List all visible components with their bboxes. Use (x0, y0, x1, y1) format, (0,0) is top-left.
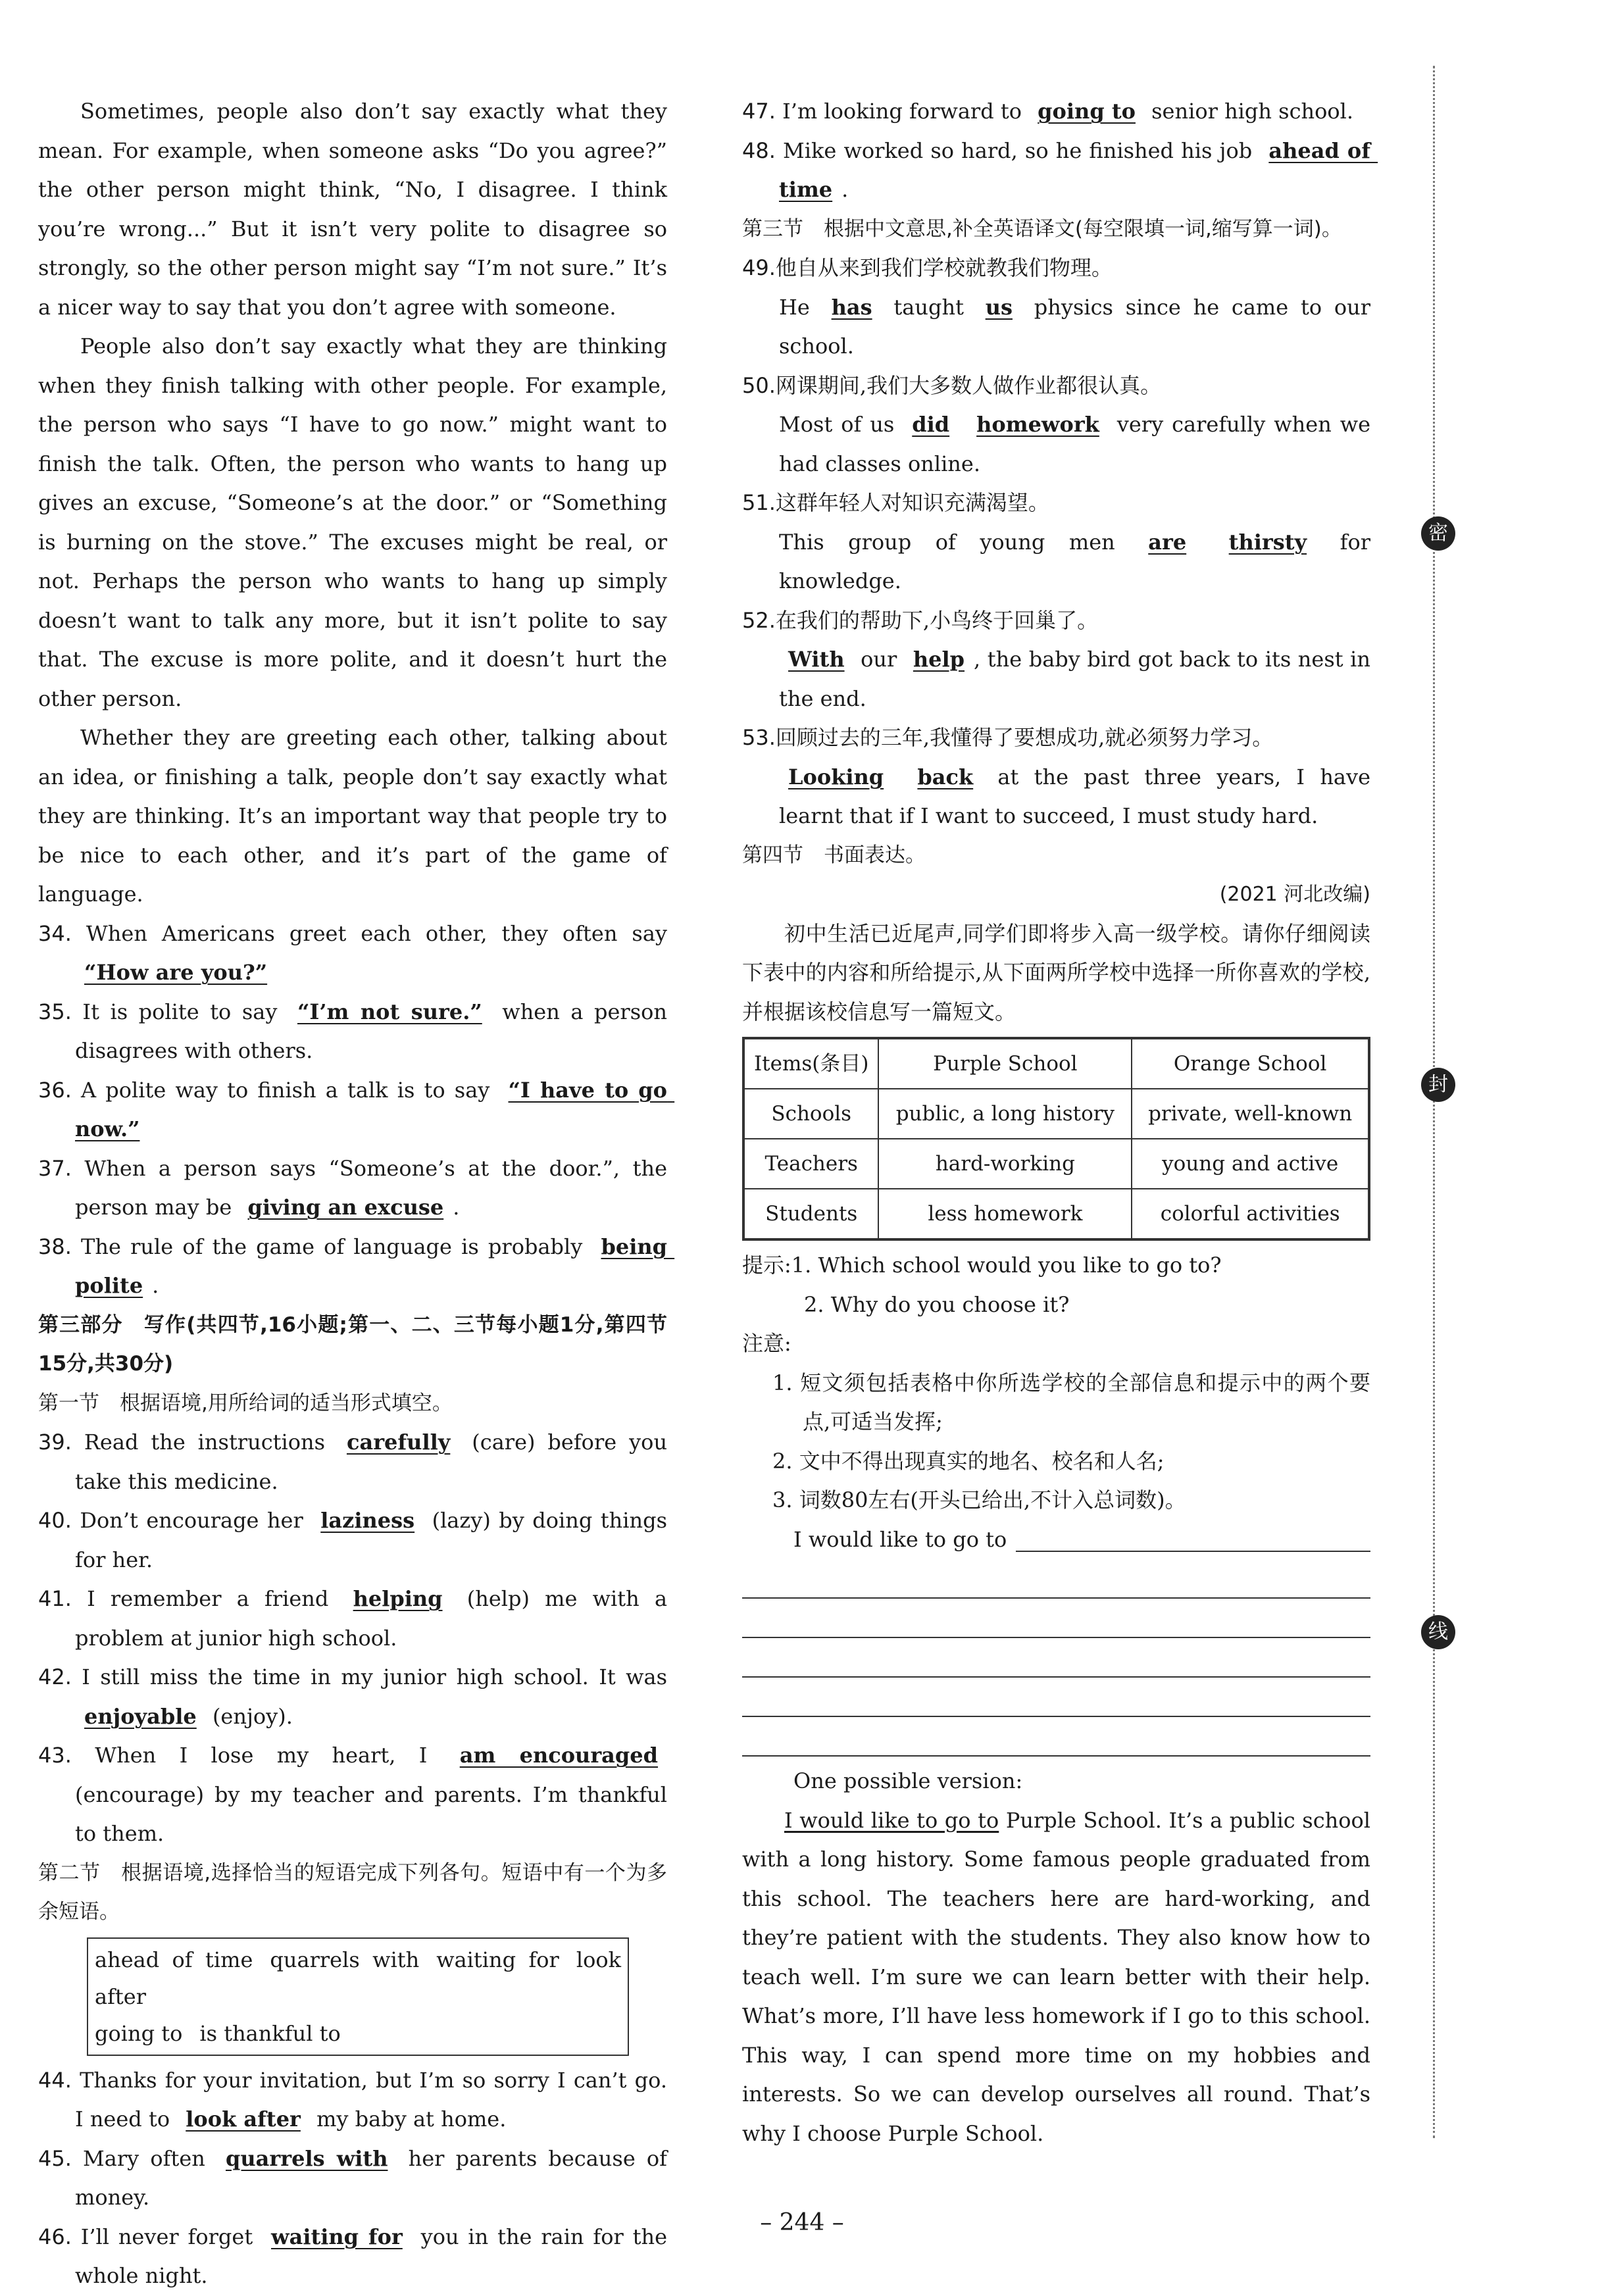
table-cell: hard-working (878, 1139, 1132, 1189)
phrase-box (87, 1937, 629, 2056)
answer: us (985, 294, 1013, 320)
answer: “I’m not sure.” (297, 999, 482, 1024)
sample-label: One possible version: (793, 1768, 1023, 1793)
question-50: 50.网课期间,我们大多数人做作业都很认真。 Most of us did homework very carefully when we had classes online. (742, 372, 1371, 476)
writing-line (742, 1638, 1370, 1678)
answer: Looking (788, 764, 884, 789)
answer: helping (353, 1586, 443, 1611)
section-3-title: 第三节 根据中文意思,补全英语译文(每空限填一词,缩写算一词)。 (742, 216, 1342, 241)
table-header-cell: Items(条目) (743, 1038, 878, 1089)
question-36: 36. A polite way to finish a talk is to say “I have to go now.” (38, 1077, 675, 1141)
answer: homework (976, 412, 1099, 437)
school-table (742, 1037, 1370, 1241)
answer: being polite (75, 1234, 675, 1298)
answer: going to (1038, 99, 1136, 124)
answer: carefully (346, 1430, 451, 1455)
question-45: 45. Mary often quarrels with her parents because of money. (38, 2145, 667, 2210)
left-column (38, 92, 675, 2296)
answer: help (913, 647, 965, 672)
writing-line (742, 1559, 1370, 1599)
answer: look after (186, 2107, 301, 2132)
answer: are (1148, 529, 1187, 555)
answer: waiting for (271, 2224, 403, 2249)
question-44: 44. Thanks for your invitation, but I’m so sorry I can’t go. I need to look after my baby at home. (38, 2067, 668, 2132)
page-number: – 244 – (760, 2209, 844, 2236)
answer: back (917, 764, 974, 789)
table-cell: Teachers (743, 1139, 878, 1189)
phrase: is thankful to (199, 2020, 341, 2046)
notes-label: 注意: (742, 1331, 791, 1356)
question-43: 43. When I lose my heart, I am encouraged (encourage) by my teacher and parents. I’m thankful to them. (38, 1743, 667, 1846)
table-cell: less homework (878, 1189, 1132, 1239)
question-41: 41. I remember a friend helping (help) me with a problem at junior high school. (38, 1586, 668, 1651)
phrase: quarrels with (270, 1947, 420, 1972)
answer: am encouraged (459, 1743, 659, 1768)
question-46: 46. I’ll never forget waiting for you in the rain for the whole night. (38, 2224, 668, 2288)
table-cell: private, well-known (1132, 1089, 1369, 1139)
answer: laziness (320, 1508, 415, 1533)
answer: giving an excuse (247, 1195, 444, 1220)
question-49: 49.他自从来到我们学校就教我们物理。 He has taught us physics since he came to our school. (742, 255, 1371, 359)
question-39: 39. Read the instructions carefully (care) before you take this medicine. (38, 1430, 668, 1494)
answer: With (788, 647, 845, 672)
writing-line (742, 1717, 1370, 1757)
table-row (743, 1139, 1369, 1189)
phrase: going to (95, 2020, 183, 2046)
answer: “I have to go now.” (75, 1077, 675, 1141)
hint-2: 2. Why do you choose it? (804, 1291, 1070, 1317)
sample-essay: I would like to go to Purple School. It’s a public school with a long history. Some famous people graduated from this school. The teachers here are hard-working, and they’re patient with the students. They also know how to teach well. I’m sure we can learn better with their help. What’s more, I’ll have less homework if I go to this school. This way, I can spend more time on my hobbies and interests. So we can develop ourselves all round. That’s why I choose Purple School. (742, 1807, 1371, 2146)
table-cell: colorful activities (1132, 1189, 1369, 1239)
seal-mark: 封 (1421, 1068, 1455, 1102)
writing-start-line: I would like to go to (742, 1520, 1370, 1560)
table-row (743, 1189, 1369, 1239)
question-38: 38. The rule of the game of language is probably being polite . (38, 1234, 675, 1298)
passage-paragraph: People also don’t say exactly what they are thinking when they finish talking with other people. For example, the person who says “I have to go now.” might want to finish the talk. Often, the person who wants to hang up gives an excuse, “Someone’s at the door.” or “Something is burning on the stove.” The excuses might be real, or not. Perhaps the person who wants to hang up simply doesn’t want to talk any more, but it isn’t polite to say that. The excuse is more polite, and it doesn’t hurt the other person. (38, 334, 667, 711)
question-53: 53.回顾过去的三年,我懂得了要想成功,就必须努力学习。 Looking back at the past three years, I have learnt that if I want to succeed, I must study hard. (742, 725, 1371, 828)
table-header-cell: Orange School (1132, 1038, 1369, 1089)
source-note: (2021 河北改编) (1219, 883, 1370, 906)
table-cell: public, a long history (878, 1089, 1132, 1139)
table-row (743, 1089, 1369, 1139)
right-column (742, 92, 1378, 2153)
seal-mark: 线 (1421, 1615, 1455, 1649)
table-header-row (743, 1038, 1369, 1089)
question-34: 34. When Americans greet each other, they often say “How are you?” (38, 920, 668, 985)
question-51: 51.这群年轻人对知识充满渴望。 This group of young men are thirsty for knowledge. (742, 490, 1370, 593)
table-cell: young and active (1132, 1139, 1369, 1189)
passage-paragraph: Sometimes, people also don’t say exactly what they mean. For example, when someone asks “Do you agree?” the other person might think, “No, I disagree. I think you’re wrong...” But it isn’t very polite to disagree so strongly, so the other person might say “I’m not sure.” It’s a nicer way to say that you don’t agree with someone. (38, 99, 667, 320)
question-47: 47. I’m looking forward to going to senior high school. (742, 99, 1354, 124)
question-35: 35. It is polite to say “I’m not sure.” when a person disagrees with others. (38, 999, 667, 1063)
writing-line (742, 1678, 1370, 1717)
phrase: ahead of time (95, 1947, 253, 1972)
question-42: 42. I still miss the time in my junior high school. It was enjoyable (enjoy). (38, 1664, 668, 1729)
section-2-title: 第二节 根据语境,选择恰当的短语完成下列各句。短语中有一个为多余短语。 (38, 1860, 667, 1924)
writing-intro: 初中生活已近尾声,同学们即将步入高一级学校。请你仔细阅读下表中的内容和所给提示,从下面两所学校中选择一所你喜欢的学校,并根据该校信息写一篇短文。 (742, 920, 1370, 1024)
seal-mark: 密 (1421, 516, 1455, 551)
question-37: 37. When a person says “Someone’s at the door.”, the person may be giving an excuse . (38, 1155, 668, 1220)
table-cell: Students (743, 1189, 878, 1239)
phrase: look after (95, 1947, 622, 2009)
answer: thirsty (1228, 529, 1307, 555)
writing-line (742, 1599, 1370, 1638)
answer: “How are you?” (84, 960, 268, 985)
note-item: 1. 短文须包括表格中你所选学校的全部信息和提示中的两个要点,可适当发挥; (772, 1370, 1370, 1434)
table-header-cell: Purple School (878, 1038, 1132, 1089)
passage-paragraph: Whether they are greeting each other, talking about an idea, or finishing a talk, people don’t say exactly what they are thinking. It’s an important way that people try to be nice to each other, and it’s part of the game of language. (38, 725, 667, 907)
question-48: 48. Mike worked so hard, so he finished his job ahead of time . (742, 137, 1378, 202)
phrase: waiting for (436, 1947, 559, 1972)
binding-margin-line (1433, 66, 1438, 2138)
answer: has (831, 294, 872, 320)
answer: quarrels with (226, 2145, 388, 2171)
note-item: 3. 词数80左右(开头已给出,不计入总词数)。 (772, 1487, 1186, 1512)
answer: did (912, 412, 950, 437)
answer: enjoyable (84, 1703, 197, 1729)
question-52: 52.在我们的帮助下,小鸟终于回巢了。 With our help , the baby bird got back to its nest in the end. (742, 607, 1371, 711)
section-4-title: 第四节 书面表达。 (742, 843, 926, 867)
part-3-title: 第三部分 写作(共四节,16小题;第一、二、三节每小题1分,第四节15分,共30分) (38, 1312, 667, 1376)
table-cell: Schools (743, 1089, 878, 1139)
question-40: 40. Don’t encourage her laziness (lazy) by doing things for her. (38, 1508, 668, 1572)
hints: 提示:1. Which school would you like to go to? (742, 1253, 1222, 1278)
answer: ahead of time (779, 137, 1378, 202)
section-1-title: 第一节 根据语境,用所给词的适当形式填空。 (38, 1391, 453, 1415)
note-item: 2. 文中不得出现真实的地名、校名和人名; (772, 1448, 1165, 1474)
